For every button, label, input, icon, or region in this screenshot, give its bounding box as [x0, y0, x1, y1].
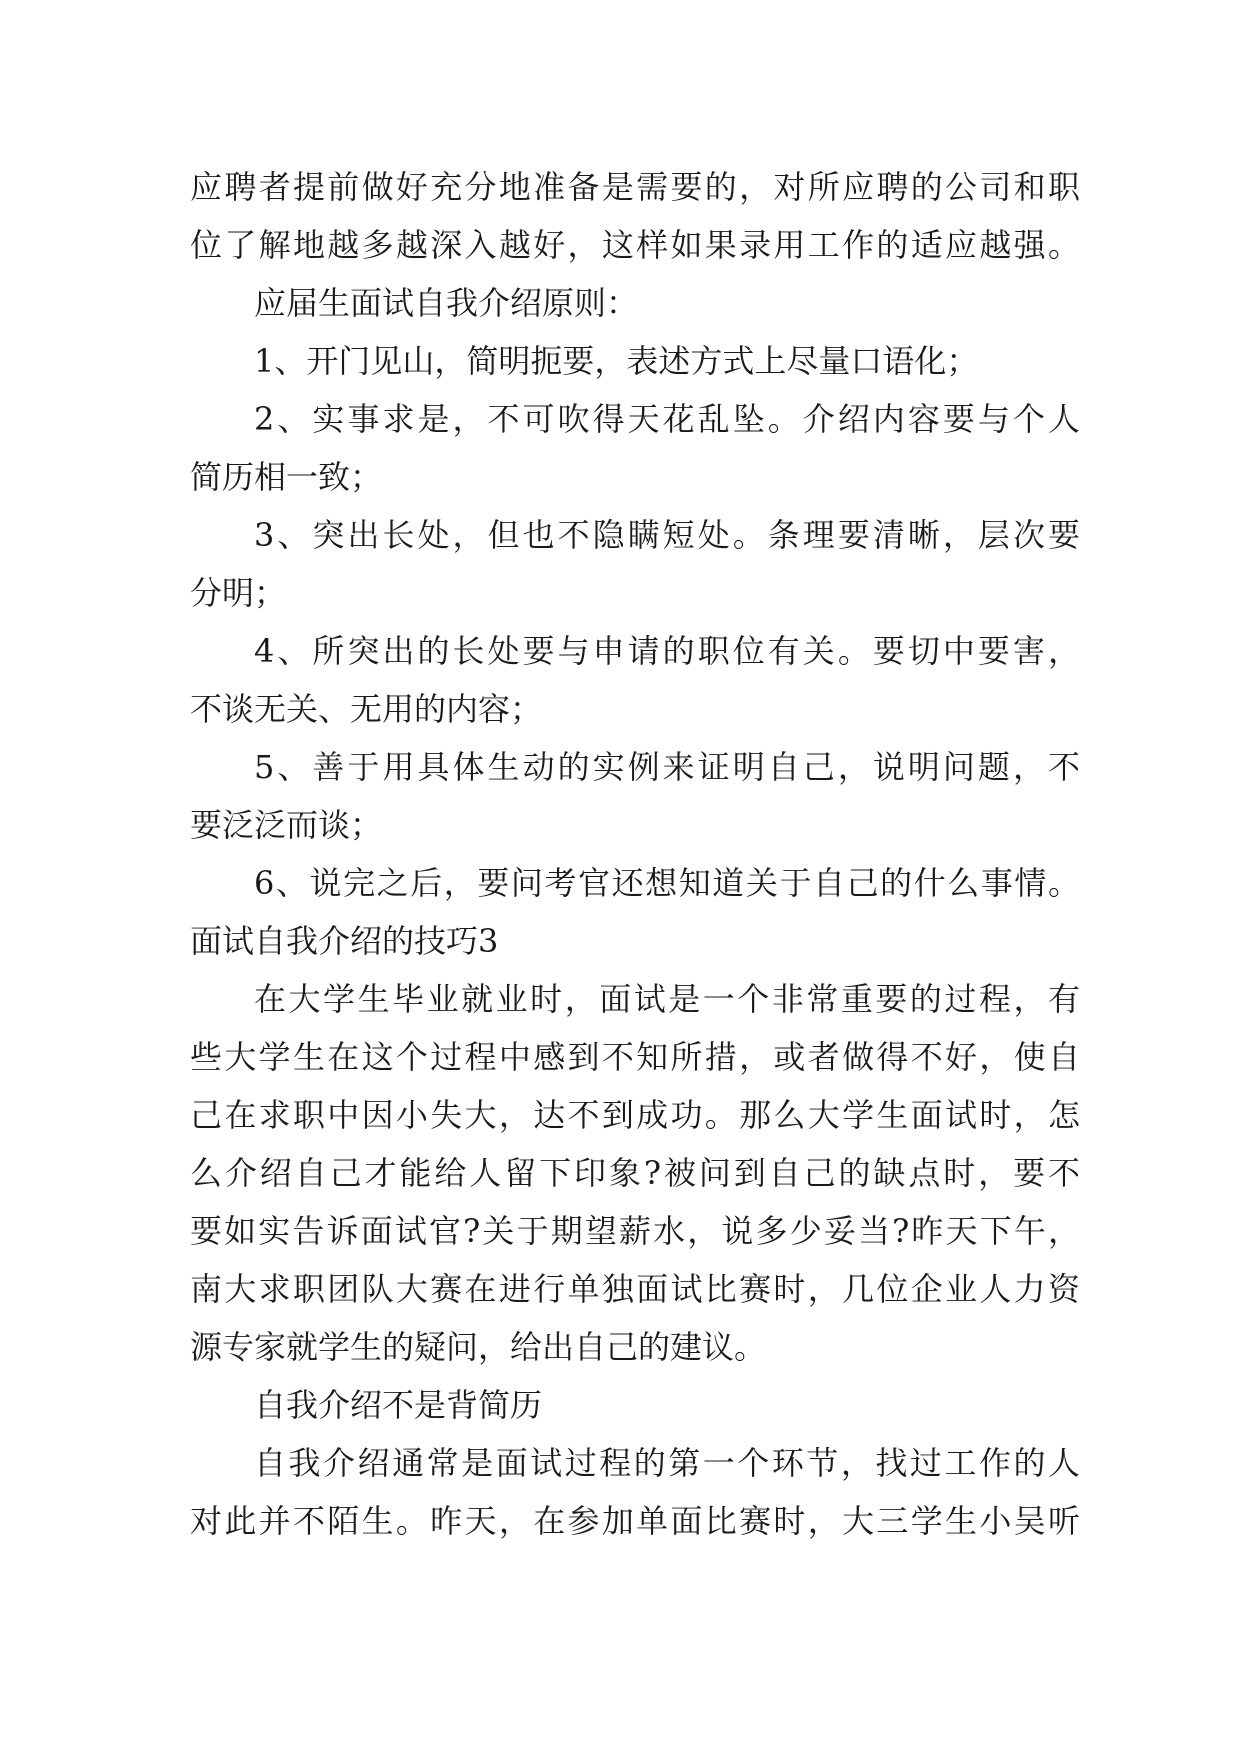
section-title: 面试自我介绍的技巧3 [190, 922, 499, 960]
list-item-continuation: 要泛泛而谈； [190, 806, 383, 844]
paragraph-line: 些大学生在这个过程中感到不知所措，或者做得不好，使自 [190, 1038, 1080, 1076]
paragraph-line: 要如实告诉面试官?关于期望薪水，说多少妥当?昨天下午， [190, 1212, 1080, 1250]
sub-heading: 自我介绍不是背简历 [254, 1386, 543, 1424]
paragraph-line: 自我介绍通常是面试过程的第一个环节，找过工作的人 [254, 1444, 1080, 1482]
list-item-continuation: 分明； [190, 574, 287, 612]
list-item: 1、开门见山，简明扼要，表述方式上尽量口语化； [254, 342, 979, 380]
section-heading: 应届生面试自我介绍原则： [254, 284, 639, 322]
paragraph-line: 南大求职团队大赛在进行单独面试比赛时，几位企业人力资 [190, 1270, 1080, 1308]
paragraph-line: 在大学生毕业就业时，面试是一个非常重要的过程，有 [254, 980, 1080, 1018]
list-item: 5、善于用具体生动的实例来证明自己，说明问题，不 [254, 748, 1080, 786]
paragraph-line: 对此并不陌生。昨天，在参加单面比赛时，大三学生小吴听 [190, 1502, 1080, 1540]
list-item-continuation: 简历相一致； [190, 458, 383, 496]
list-item: 2、实事求是，不可吹得天花乱坠。介绍内容要与个人 [254, 400, 1080, 438]
list-item: 4、所突出的长处要与申请的职位有关。要切中要害， [254, 632, 1080, 670]
list-item: 3、突出长处，但也不隐瞒短处。条理要清晰，层次要 [254, 516, 1080, 554]
list-item-continuation: 不谈无关、无用的内容； [190, 690, 543, 728]
paragraph-line: 应聘者提前做好充分地准备是需要的，对所应聘的公司和职 [190, 168, 1080, 206]
paragraph-line: 己在求职中因小失大，达不到成功。那么大学生面试时，怎 [190, 1096, 1080, 1134]
paragraph-line: 么介绍自己才能给人留下印象?被问到自己的缺点时，要不 [190, 1154, 1080, 1192]
paragraph-line: 源专家就学生的疑问，给出自己的建议。 [190, 1328, 767, 1366]
document-body [190, 158, 1080, 1550]
list-item: 6、说完之后，要问考官还想知道关于自己的什么事情。 [254, 864, 1080, 902]
paragraph-line: 位了解地越多越深入越好，这样如果录用工作的适应越强。 [190, 226, 1080, 264]
